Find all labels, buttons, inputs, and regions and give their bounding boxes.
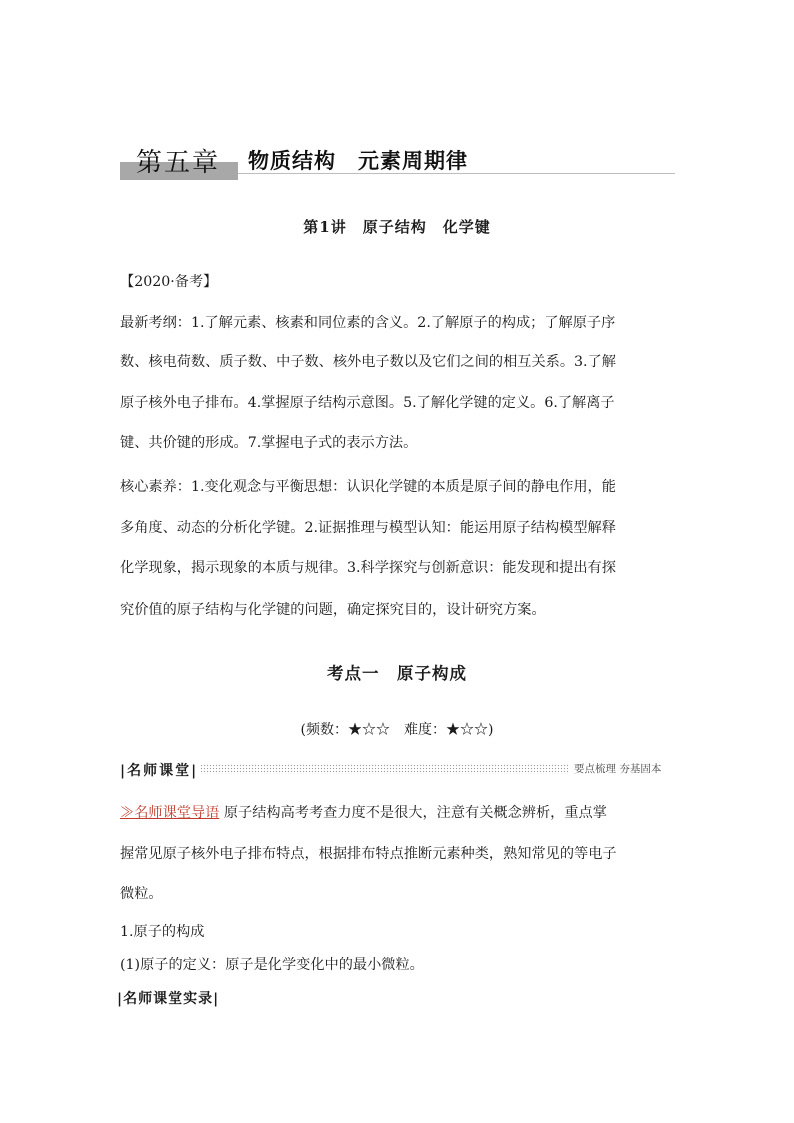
- literacy-line-2: 多角度、动态的分析化学键。2.证据推理与模型认知：能运用原子结构模型解释: [120, 520, 616, 536]
- outline-line-2: 数、核电荷数、质子数、中子数、核外电子数以及它们之间的相互关系。3.了解: [120, 354, 616, 370]
- subsection-heading: 1.原子的构成: [120, 924, 205, 940]
- classroom-record-label: |名师课堂实录|: [117, 991, 220, 1007]
- prep-tag: 【2020·备考】: [120, 274, 218, 290]
- chapter-number: 第五章: [136, 148, 221, 178]
- literacy-line-3: 化学现象，揭示现象的本质与规律。3.科学探究与创新意识：能发现和提出有探: [120, 560, 616, 576]
- outline-line-3: 原子核外电子排布。4.掌握原子结构示意图。5.了解化学键的定义。6.了解离子: [120, 395, 615, 411]
- lesson-title: 第1讲 原子结构 化学键: [303, 218, 491, 236]
- classroom-bar-dots: [200, 764, 568, 774]
- guide-line-2: 握常见原子核外电子排布特点，根据排布特点推断元素种类，熟知常见的等电子: [120, 846, 617, 862]
- outline-line-1: 最新考纲：1.了解元素、核素和同位素的含义。2.了解原子的构成；了解原子序: [120, 315, 616, 331]
- chapter-title: 物质结构 元素周期律: [248, 148, 468, 173]
- chapter-rule: [238, 173, 675, 174]
- frequency-difficulty: (频数：★☆☆ 难度：★☆☆): [300, 722, 494, 738]
- guide-line-1: ≫名师课堂导语 原子结构高考考查力度不是很大，注意有关概念辨析，重点掌: [120, 805, 607, 821]
- section-title: 考点一 原子构成: [327, 664, 467, 683]
- outline-line-4: 键、共价键的形成。7.掌握电子式的表示方法。: [120, 435, 418, 451]
- literacy-line-4: 究价值的原子结构与化学键的问题，确定探究目的，设计研究方案。: [120, 602, 546, 618]
- guide-line-3: 微粒。: [120, 886, 163, 902]
- classroom-bar-label: |名师课堂|: [118, 760, 200, 780]
- atom-definition: (1)原子的定义：原子是化学变化中的最小微粒。: [120, 957, 424, 973]
- literacy-line-1: 核心素养：1.变化观念与平衡思想：认识化学键的本质是原子间的静电作用，能: [120, 479, 616, 495]
- classroom-bar-subtitle: 要点梳理 夯基固本: [574, 763, 662, 775]
- guide-label: ≫名师课堂导语: [120, 805, 220, 821]
